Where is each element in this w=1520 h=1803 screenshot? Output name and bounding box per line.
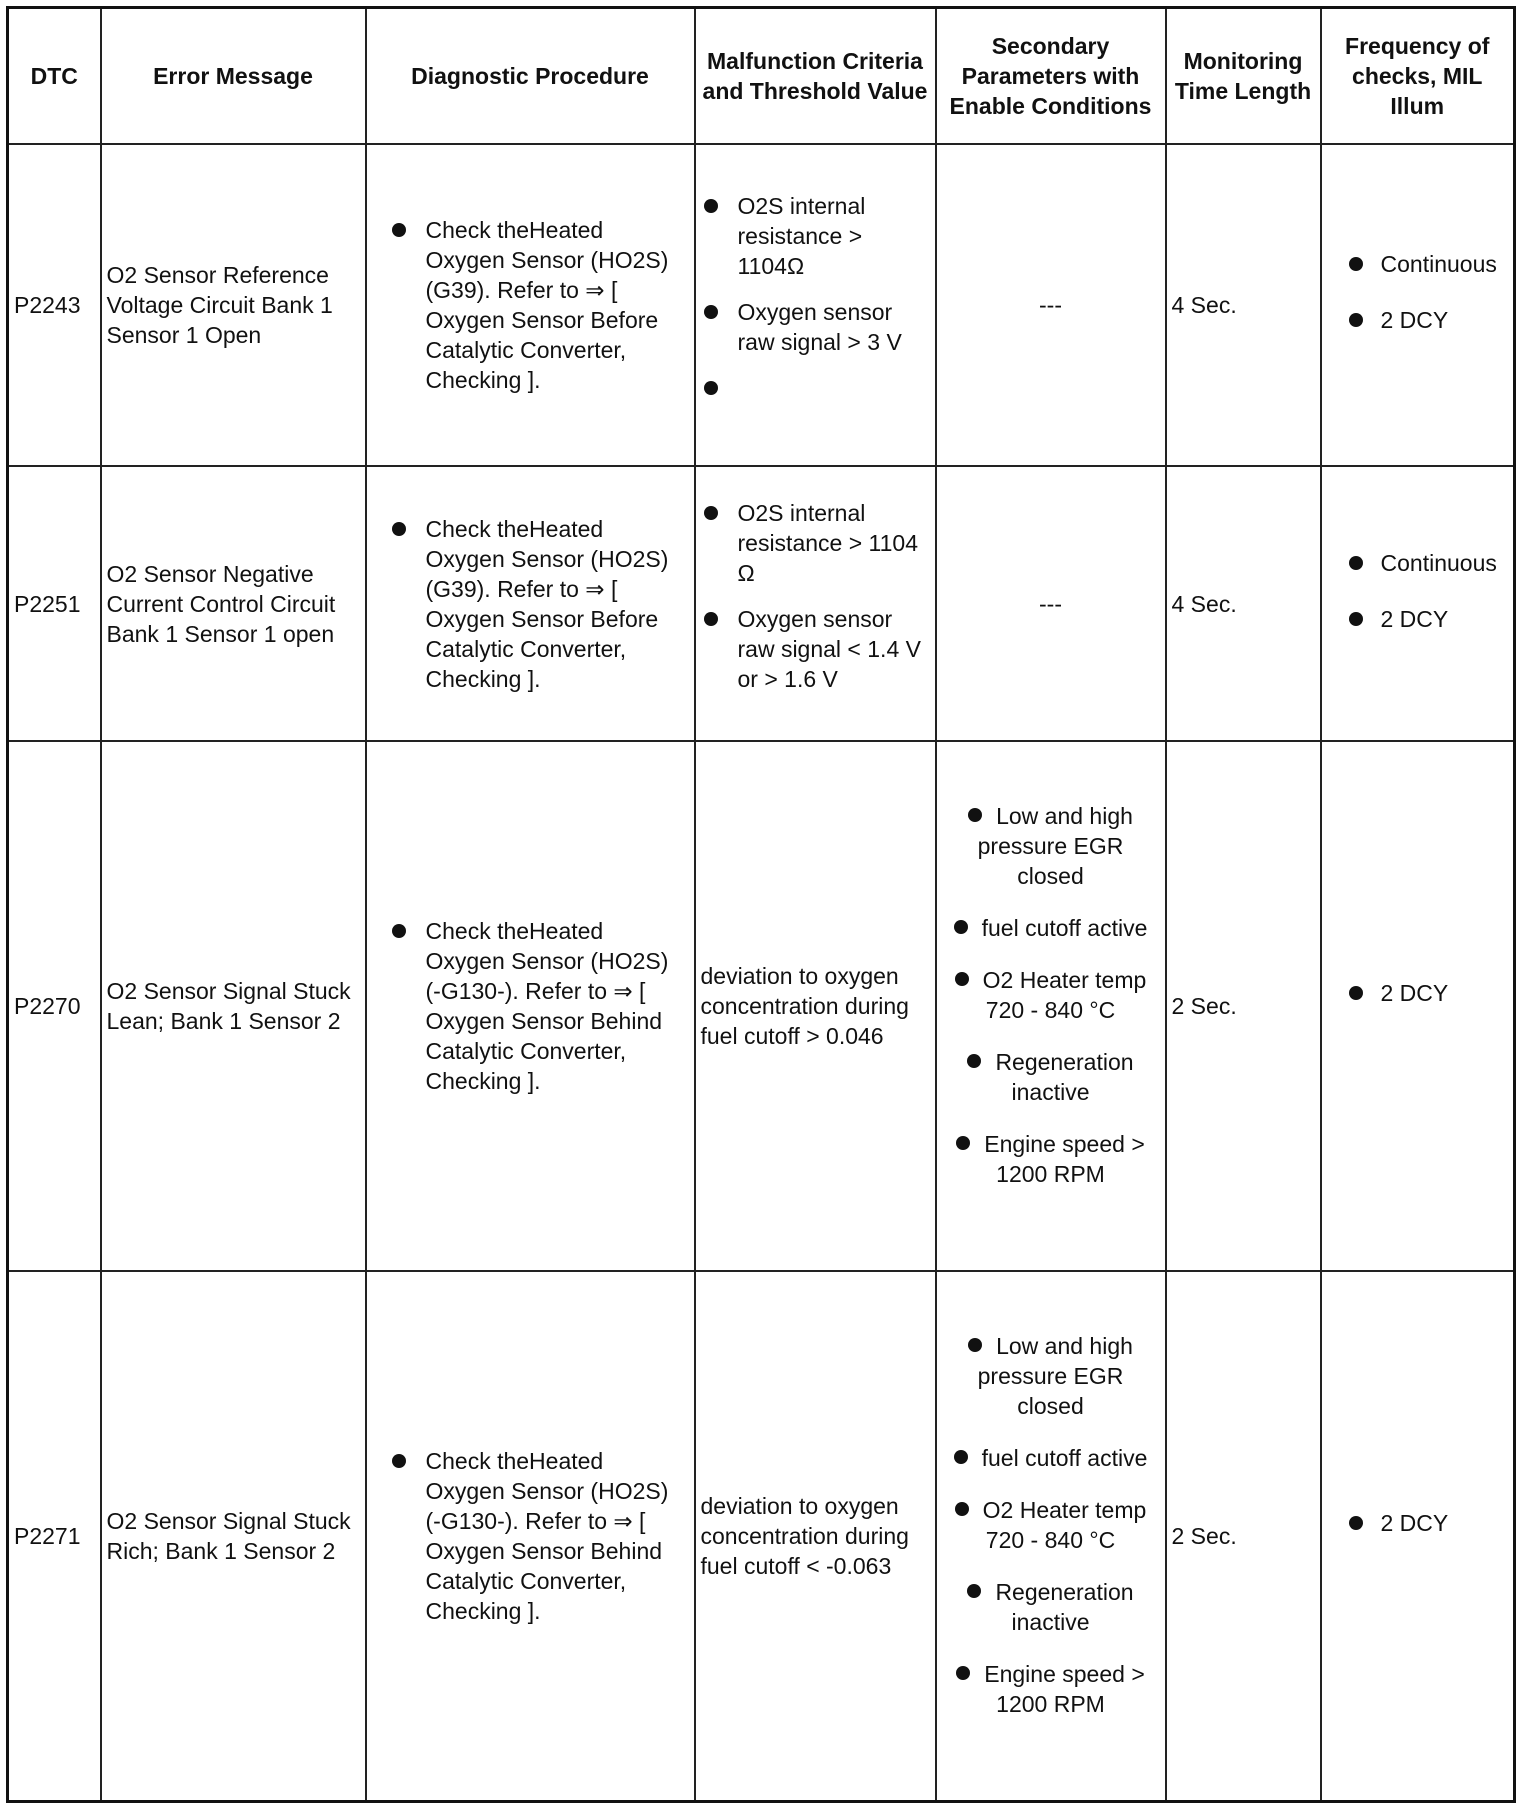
error-message: O2 Sensor Reference Voltage Circuit Bank 1 Sensor 1 Open	[101, 144, 366, 466]
secondary-item	[942, 1495, 1160, 1555]
bullet-icon	[954, 1450, 968, 1464]
secondary-text: fuel cutoff active	[981, 915, 1148, 941]
bullet-icon	[704, 506, 718, 520]
malfunction-item	[701, 604, 930, 694]
dtc-table	[6, 6, 1516, 1803]
header-monitoring-time: Monitoring Time Length	[1166, 8, 1321, 145]
bullet-icon	[392, 522, 406, 536]
bullet-icon	[392, 1454, 406, 1468]
frequency-item	[1327, 249, 1509, 279]
malfunction-criteria: deviation to oxygen concentration during fuel cutoff > 0.046	[695, 741, 936, 1271]
bullet-icon	[954, 920, 968, 934]
frequency	[1321, 741, 1515, 1271]
secondary-item	[942, 1129, 1160, 1189]
secondary-text: fuel cutoff active	[981, 1445, 1148, 1471]
procedure-list	[372, 1446, 689, 1626]
header-frequency: Frequency of checks, MIL Illum	[1321, 8, 1515, 145]
bullet-icon	[1349, 1516, 1363, 1530]
frequency-list	[1327, 548, 1509, 634]
header-error-message: Error Message	[101, 8, 366, 145]
bullet-icon	[956, 1136, 970, 1150]
header-dtc: DTC	[8, 8, 101, 145]
bullet-icon	[1349, 556, 1363, 570]
malfunction-text: O2S internal resistance > 1104Ω	[737, 193, 866, 279]
header-diagnostic-procedure: Diagnostic Procedure	[366, 8, 695, 145]
frequency-list	[1327, 249, 1509, 335]
secondary-item	[942, 1659, 1160, 1719]
malfunction-criteria	[695, 466, 936, 741]
secondary-item	[942, 1331, 1160, 1421]
procedure-text: Check theHeated Oxygen Sensor (HO2S) (G39). Refer to ⇒ [ Oxygen Sensor Before Catalytic Converter, Checking ].	[425, 515, 669, 692]
procedure-text: Check theHeated Oxygen Sensor (HO2S) (-G130-). Refer to ⇒ [ Oxygen Sensor Behind Catalytic Converter, Checking ].	[425, 918, 669, 1094]
malfunction-list	[701, 498, 930, 694]
bullet-icon	[967, 1054, 981, 1068]
bullet-icon	[955, 1502, 969, 1516]
secondary-item	[942, 801, 1160, 891]
dtc-code: P2270	[8, 741, 101, 1271]
secondary-item	[942, 1047, 1160, 1107]
procedure-item	[372, 215, 689, 395]
dtc-code: P2251	[8, 466, 101, 741]
error-message: O2 Sensor Negative Current Control Circuit Bank 1 Sensor 1 open	[101, 466, 366, 741]
header-malfunction-criteria: Malfunction Criteria and Threshold Value	[695, 8, 936, 145]
bullet-icon	[955, 972, 969, 986]
malfunction-list	[701, 191, 930, 403]
secondary-text: Low and high pressure EGR closed	[977, 1333, 1133, 1419]
diagnostic-procedure	[366, 144, 695, 466]
malfunction-criteria: deviation to oxygen concentration during fuel cutoff < -0.063	[695, 1271, 936, 1802]
procedure-item	[372, 1446, 689, 1626]
bullet-icon	[968, 1338, 982, 1352]
bullet-icon	[968, 808, 982, 822]
frequency	[1321, 1271, 1515, 1802]
malfunction-item	[701, 297, 930, 357]
frequency-text: Continuous	[1380, 549, 1497, 576]
secondary-text: O2 Heater temp 720 - 840 °C	[982, 967, 1147, 1023]
bullet-icon	[704, 305, 718, 319]
frequency-text: 2 DCY	[1380, 307, 1449, 333]
table-row	[8, 741, 1515, 1271]
malfunction-item	[701, 498, 930, 588]
malfunction-item	[701, 373, 930, 403]
procedure-item	[372, 916, 689, 1096]
secondary-text: Engine speed > 1200 RPM	[984, 1131, 1145, 1187]
frequency-item	[1327, 548, 1509, 578]
table-row	[8, 144, 1515, 466]
frequency-item	[1327, 604, 1509, 634]
diagnostic-procedure	[366, 741, 695, 1271]
bullet-icon	[392, 223, 406, 237]
dtc-code: P2271	[8, 1271, 101, 1802]
secondary-text: Engine speed > 1200 RPM	[984, 1661, 1145, 1717]
secondary-list	[942, 1331, 1160, 1719]
procedure-text: Check theHeated Oxygen Sensor (HO2S) (-G130-). Refer to ⇒ [ Oxygen Sensor Behind Catalytic Converter, Checking ].	[425, 1448, 669, 1624]
header-row	[8, 8, 1515, 145]
error-message: O2 Sensor Signal Stuck Rich; Bank 1 Sensor 2	[101, 1271, 366, 1802]
secondary-parameters: ---	[936, 466, 1166, 741]
secondary-text: Regeneration inactive	[995, 1579, 1134, 1635]
frequency	[1321, 466, 1515, 741]
monitoring-time: 2 Sec.	[1166, 741, 1321, 1271]
header-secondary-parameters: Secondary Parameters with Enable Conditions	[936, 8, 1166, 145]
procedure-item	[372, 514, 689, 694]
frequency-item	[1327, 305, 1509, 335]
procedure-list	[372, 514, 689, 694]
secondary-text: Low and high pressure EGR closed	[977, 803, 1133, 889]
secondary-text: O2 Heater temp 720 - 840 °C	[982, 1497, 1147, 1553]
frequency-item	[1327, 978, 1509, 1008]
secondary-item	[942, 965, 1160, 1025]
bullet-icon	[1349, 612, 1363, 626]
secondary-parameters	[936, 1271, 1166, 1802]
secondary-item	[942, 1443, 1160, 1473]
malfunction-text: Oxygen sensor raw signal < 1.4 V or > 1.6 V	[737, 605, 921, 692]
bullet-icon	[956, 1666, 970, 1680]
monitoring-time: 2 Sec.	[1166, 1271, 1321, 1802]
monitoring-time: 4 Sec.	[1166, 144, 1321, 466]
bullet-icon	[1349, 257, 1363, 271]
bullet-icon	[967, 1584, 981, 1598]
bullet-icon	[392, 924, 406, 938]
error-message: O2 Sensor Signal Stuck Lean; Bank 1 Sensor 2	[101, 741, 366, 1271]
frequency-text: 2 DCY	[1380, 605, 1449, 632]
procedure-list	[372, 916, 689, 1096]
frequency-list	[1327, 978, 1509, 1008]
frequency-text: 2 DCY	[1380, 1510, 1449, 1536]
malfunction-text: Oxygen sensor raw signal > 3 V	[737, 299, 902, 355]
secondary-text: Regeneration inactive	[995, 1049, 1134, 1105]
table-header	[8, 8, 1515, 145]
secondary-list	[942, 801, 1160, 1189]
secondary-parameters: ---	[936, 144, 1166, 466]
secondary-item	[942, 1577, 1160, 1637]
malfunction-criteria	[695, 144, 936, 466]
bullet-icon	[704, 381, 718, 395]
frequency-text: 2 DCY	[1380, 980, 1449, 1006]
malfunction-item	[701, 191, 930, 281]
malfunction-text: O2S internal resistance > 1104 Ω	[737, 499, 918, 586]
secondary-item	[942, 913, 1160, 943]
bullet-icon	[704, 612, 718, 626]
diagnostic-procedure	[366, 466, 695, 741]
frequency-text: Continuous	[1380, 251, 1497, 277]
procedure-text: Check theHeated Oxygen Sensor (HO2S) (G39). Refer to ⇒ [ Oxygen Sensor Before Catalytic Converter, Checking ].	[425, 217, 669, 393]
bullet-icon	[704, 199, 718, 213]
bullet-icon	[1349, 986, 1363, 1000]
dtc-code: P2243	[8, 144, 101, 466]
monitoring-time: 4 Sec.	[1166, 466, 1321, 741]
procedure-list	[372, 215, 689, 395]
diagnostic-procedure	[366, 1271, 695, 1802]
frequency-list	[1327, 1508, 1509, 1538]
bullet-icon	[1349, 313, 1363, 327]
frequency	[1321, 144, 1515, 466]
table-row	[8, 1271, 1515, 1802]
frequency-item	[1327, 1508, 1509, 1538]
table-row	[8, 466, 1515, 741]
secondary-parameters	[936, 741, 1166, 1271]
